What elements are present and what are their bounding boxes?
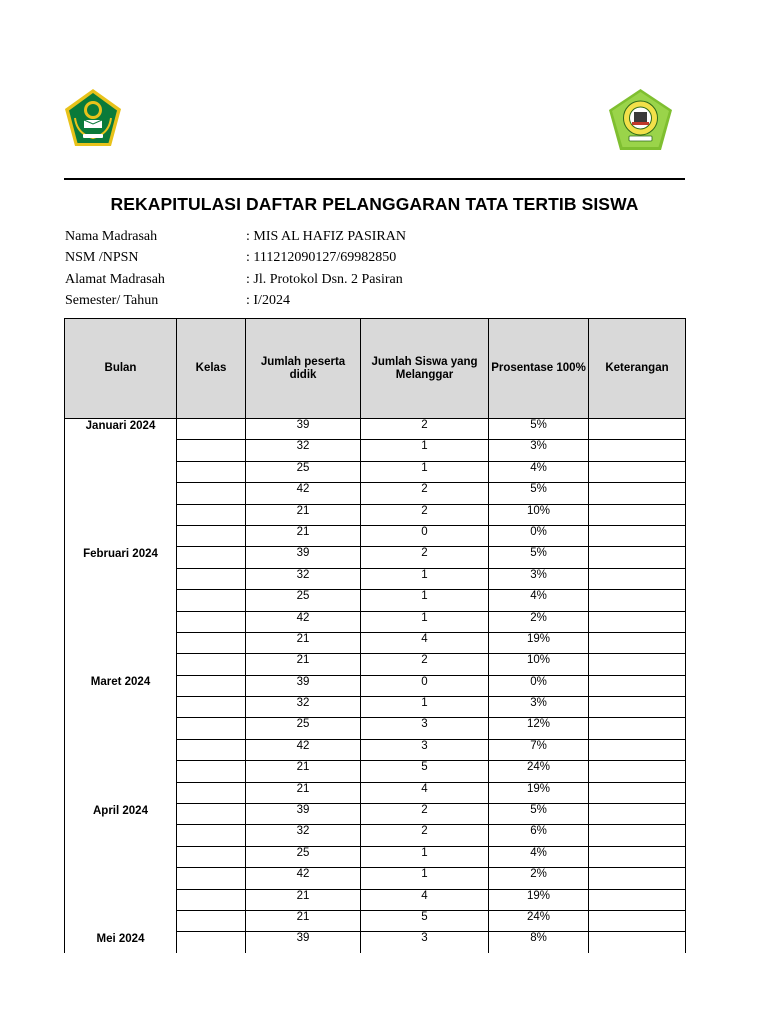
cell-keterangan <box>589 419 686 440</box>
cell-melanggar: 3 <box>361 739 489 760</box>
cell-prosentase: 8% <box>489 932 589 953</box>
cell-keterangan <box>589 568 686 589</box>
cell-melanggar: 5 <box>361 910 489 931</box>
cell-keterangan <box>589 547 686 568</box>
cell-prosentase: 2% <box>489 868 589 889</box>
cell-keterangan <box>589 675 686 696</box>
cell-keterangan <box>589 632 686 653</box>
table-row <box>65 932 686 953</box>
cell-keterangan <box>589 804 686 825</box>
cell-jumlah: 21 <box>246 632 361 653</box>
cell-jumlah: 25 <box>246 846 361 867</box>
cell-kelas <box>177 440 246 461</box>
cell-prosentase: 0% <box>489 675 589 696</box>
cell-jumlah: 21 <box>246 761 361 782</box>
cell-jumlah: 39 <box>246 675 361 696</box>
cell-jumlah: 21 <box>246 525 361 546</box>
cell-melanggar: 2 <box>361 483 489 504</box>
month-cell: Januari 2024 <box>65 419 177 547</box>
month-cell: Mei 2024 <box>65 932 177 953</box>
cell-keterangan <box>589 889 686 910</box>
cell-prosentase: 3% <box>489 697 589 718</box>
cell-kelas <box>177 461 246 482</box>
cell-melanggar: 5 <box>361 761 489 782</box>
cell-kelas <box>177 761 246 782</box>
cell-prosentase: 0% <box>489 525 589 546</box>
cell-melanggar: 4 <box>361 889 489 910</box>
cell-melanggar: 2 <box>361 547 489 568</box>
info-label: Semester/ Tahun <box>65 292 159 308</box>
cell-prosentase: 24% <box>489 910 589 931</box>
cell-kelas <box>177 654 246 675</box>
header-divider <box>64 178 685 180</box>
column-header-jumlah-melanggar: Jumlah Siswa yang Melanggar <box>361 319 489 419</box>
cell-jumlah: 25 <box>246 718 361 739</box>
cell-prosentase: 12% <box>489 718 589 739</box>
column-header-bulan: Bulan <box>65 319 177 419</box>
cell-jumlah: 42 <box>246 868 361 889</box>
cell-melanggar: 2 <box>361 825 489 846</box>
cell-keterangan <box>589 525 686 546</box>
cell-kelas <box>177 697 246 718</box>
cell-kelas <box>177 718 246 739</box>
table-row <box>65 547 686 568</box>
cell-kelas <box>177 889 246 910</box>
info-value: : Jl. Protokol Dsn. 2 Pasiran <box>246 271 403 287</box>
cell-melanggar: 0 <box>361 675 489 696</box>
cell-keterangan <box>589 697 686 718</box>
cell-keterangan <box>589 932 686 953</box>
cell-prosentase: 3% <box>489 440 589 461</box>
month-cell: April 2024 <box>65 804 177 932</box>
kemenag-emblem-icon <box>63 88 123 150</box>
info-value: : MIS AL HAFIZ PASIRAN <box>246 229 406 244</box>
cell-prosentase: 19% <box>489 782 589 803</box>
cell-kelas <box>177 868 246 889</box>
cell-keterangan <box>589 611 686 632</box>
cell-melanggar: 3 <box>361 932 489 953</box>
page-bottom-margin <box>0 953 768 1033</box>
cell-prosentase: 4% <box>489 590 589 611</box>
violation-table <box>64 318 686 954</box>
table-row <box>65 419 686 440</box>
cell-melanggar: 1 <box>361 440 489 461</box>
cell-melanggar: 1 <box>361 590 489 611</box>
info-row-nsm-npsn <box>65 247 406 268</box>
cell-kelas <box>177 525 246 546</box>
info-row-semester <box>65 290 406 311</box>
cell-jumlah: 21 <box>246 504 361 525</box>
cell-melanggar: 3 <box>361 718 489 739</box>
cell-keterangan <box>589 868 686 889</box>
cell-keterangan <box>589 440 686 461</box>
column-header-jumlah-peserta: Jumlah peserta didik <box>246 319 361 419</box>
cell-melanggar: 1 <box>361 846 489 867</box>
cell-melanggar: 2 <box>361 804 489 825</box>
cell-prosentase: 4% <box>489 846 589 867</box>
cell-kelas <box>177 739 246 760</box>
cell-jumlah: 21 <box>246 782 361 803</box>
cell-jumlah: 32 <box>246 440 361 461</box>
cell-jumlah: 21 <box>246 889 361 910</box>
cell-keterangan <box>589 504 686 525</box>
info-value: : 111212090127/69982850 <box>246 250 397 266</box>
table-header-row <box>65 319 686 419</box>
cell-jumlah: 32 <box>246 697 361 718</box>
cell-kelas <box>177 782 246 803</box>
cell-melanggar: 1 <box>361 611 489 632</box>
cell-keterangan <box>589 461 686 482</box>
cell-melanggar: 2 <box>361 419 489 440</box>
cell-kelas <box>177 804 246 825</box>
cell-jumlah: 42 <box>246 739 361 760</box>
column-header-keterangan: Keterangan <box>589 319 686 419</box>
cell-kelas <box>177 932 246 953</box>
cell-kelas <box>177 675 246 696</box>
cell-keterangan <box>589 739 686 760</box>
cell-keterangan <box>589 654 686 675</box>
cell-jumlah: 25 <box>246 590 361 611</box>
info-label: Alamat Madrasah <box>65 271 165 287</box>
cell-jumlah: 25 <box>246 461 361 482</box>
cell-kelas <box>177 504 246 525</box>
cell-jumlah: 39 <box>246 419 361 440</box>
cell-kelas <box>177 632 246 653</box>
cell-kelas <box>177 825 246 846</box>
cell-keterangan <box>589 782 686 803</box>
cell-prosentase: 3% <box>489 568 589 589</box>
cell-prosentase: 5% <box>489 419 589 440</box>
cell-prosentase: 4% <box>489 461 589 482</box>
cell-keterangan <box>589 718 686 739</box>
info-value: : I/2024 <box>246 292 290 308</box>
cell-prosentase: 5% <box>489 547 589 568</box>
cell-kelas <box>177 547 246 568</box>
cell-keterangan <box>589 846 686 867</box>
cell-kelas <box>177 611 246 632</box>
cell-kelas <box>177 590 246 611</box>
cell-jumlah: 42 <box>246 483 361 504</box>
info-row-address <box>65 269 406 290</box>
madrasah-emblem-icon <box>607 88 674 152</box>
cell-prosentase: 19% <box>489 889 589 910</box>
cell-prosentase: 2% <box>489 611 589 632</box>
cell-kelas <box>177 483 246 504</box>
info-row-school-name <box>65 226 406 247</box>
info-label: NSM /NPSN <box>65 250 139 266</box>
cell-melanggar: 1 <box>361 697 489 718</box>
month-cell: Februari 2024 <box>65 547 177 675</box>
column-header-kelas: Kelas <box>177 319 246 419</box>
cell-prosentase: 24% <box>489 761 589 782</box>
column-header-prosentase: Prosentase 100% <box>489 319 589 419</box>
cell-melanggar: 2 <box>361 654 489 675</box>
cell-prosentase: 10% <box>489 654 589 675</box>
cell-jumlah: 32 <box>246 568 361 589</box>
cell-keterangan <box>589 910 686 931</box>
info-label: Nama Madrasah <box>65 229 158 244</box>
cell-melanggar: 2 <box>361 504 489 525</box>
cell-kelas <box>177 568 246 589</box>
cell-jumlah: 32 <box>246 825 361 846</box>
cell-prosentase: 19% <box>489 632 589 653</box>
table-row <box>65 804 686 825</box>
cell-keterangan <box>589 825 686 846</box>
cell-jumlah: 21 <box>246 654 361 675</box>
cell-melanggar: 0 <box>361 525 489 546</box>
cell-jumlah: 42 <box>246 611 361 632</box>
cell-melanggar: 4 <box>361 782 489 803</box>
cell-kelas <box>177 419 246 440</box>
cell-keterangan <box>589 483 686 504</box>
school-info <box>65 226 406 311</box>
cell-prosentase: 5% <box>489 804 589 825</box>
cell-jumlah: 39 <box>246 932 361 953</box>
cell-kelas <box>177 846 246 867</box>
table-row <box>65 675 686 696</box>
cell-prosentase: 6% <box>489 825 589 846</box>
page-title: REKAPITULASI DAFTAR PELANGGARAN TATA TERTIB SISWA <box>110 194 639 214</box>
cell-prosentase: 10% <box>489 504 589 525</box>
cell-melanggar: 4 <box>361 632 489 653</box>
cell-keterangan <box>589 761 686 782</box>
cell-melanggar: 1 <box>361 568 489 589</box>
cell-prosentase: 7% <box>489 739 589 760</box>
cell-keterangan <box>589 590 686 611</box>
cell-jumlah: 39 <box>246 804 361 825</box>
cell-kelas <box>177 910 246 931</box>
month-cell: Maret 2024 <box>65 675 177 803</box>
cell-melanggar: 1 <box>361 461 489 482</box>
cell-jumlah: 39 <box>246 547 361 568</box>
cell-melanggar: 1 <box>361 868 489 889</box>
cell-jumlah: 21 <box>246 910 361 931</box>
cell-prosentase: 5% <box>489 483 589 504</box>
